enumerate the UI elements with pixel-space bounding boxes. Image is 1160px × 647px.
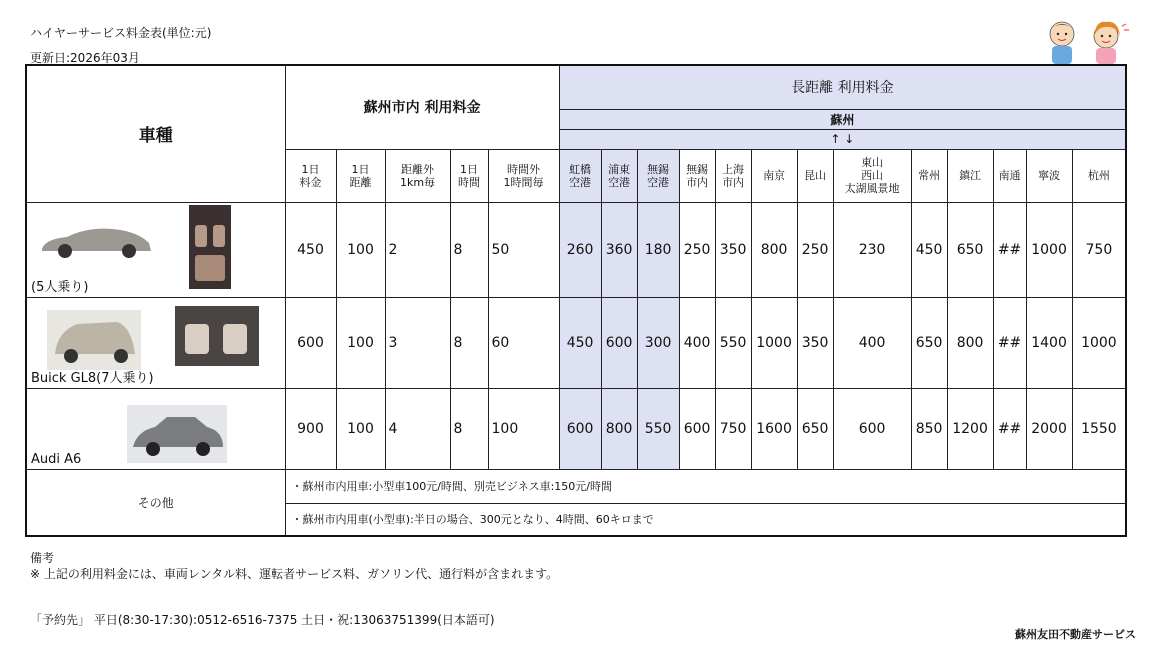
long-rate-cell: 600 [679,388,715,469]
city-rate-cell: 8 [450,388,488,469]
destination-column-header: 虹橋 空港 [559,149,601,202]
destination-column-header: 杭州 [1072,149,1126,202]
long-rate-cell: 300 [637,297,679,388]
destination-column-header: 無錫 市内 [679,149,715,202]
long-rate-cell: 1600 [751,388,797,469]
city-rate-cell: 450 [285,202,336,297]
long-rate-cell: 350 [715,202,751,297]
city-rate-cell: 60 [488,297,559,388]
direction-arrows: ↑ ↓ [559,129,1126,149]
long-rate-cell: 650 [947,202,993,297]
long-rate-cell: 650 [911,297,947,388]
city-rate-header: 蘇州市内 利用料金 [285,65,559,149]
city-rate-cell: 600 [285,297,336,388]
long-rate-cell: ## [993,202,1026,297]
long-rate-cell: 260 [559,202,601,297]
remarks-title: 備考 [30,551,55,565]
other-note-2: ・蘇州市内用車(小型車):半日の場合、300元となり、4時間、60キロまで [285,503,1126,536]
other-label: その他 [26,469,285,536]
long-rate-cell: 450 [559,297,601,388]
long-rate-cell: 800 [947,297,993,388]
long-rate-cell: 400 [833,297,911,388]
destination-column-header: 無錫 空港 [637,149,679,202]
city-rate-cell: 4 [385,388,450,469]
car-photo [175,306,259,366]
long-rate-cell: 1000 [1072,297,1126,388]
car-photo [37,221,157,261]
long-rate-cell: 550 [715,297,751,388]
table-row [26,388,1126,469]
destination-column-header: 東山 西山 太湖風景地 [833,149,911,202]
long-rate-cell: 750 [715,388,751,469]
city-column-header: 時間外 1時間毎 [488,149,559,202]
long-rate-cell: 600 [601,297,637,388]
long-rate-cell: 800 [601,388,637,469]
city-rate-cell: 8 [450,202,488,297]
city-column-header: 1日 時間 [450,149,488,202]
long-rate-cell: 600 [559,388,601,469]
city-rate-cell: 100 [488,388,559,469]
long-rate-cell: 450 [911,202,947,297]
long-rate-cell: 230 [833,202,911,297]
car-photo [47,310,141,370]
company-name: 蘇州友田不動産サービス [1015,628,1136,641]
city-rate-cell: 50 [488,202,559,297]
long-rate-cell: 550 [637,388,679,469]
long-rate-cell: 250 [679,202,715,297]
long-rate-cell: 1200 [947,388,993,469]
city-column-header: 1日 料金 [285,149,336,202]
long-rate-cell: 1000 [1026,202,1072,297]
destination-column-header: 浦東 空港 [601,149,637,202]
table-row [26,202,1126,297]
origin-label: 蘇州 [559,109,1126,129]
other-note-1: ・蘇州市内用車:小型車100元/時間、別売ビジネス車:150元/時間 [285,469,1126,503]
city-column-header: 1日 距離 [336,149,385,202]
city-rate-cell: 900 [285,388,336,469]
mascot-illustration [1040,18,1132,66]
contact-info: 「予約先」 平日(8:30-17:30):0512-6516-7375 土日・祝:13063751399(日本語可) [30,613,495,627]
city-rate-cell: 3 [385,297,450,388]
city-rate-cell: 100 [336,202,385,297]
page-title: ハイヤーサービス料金表(単位:元) [30,26,212,40]
destination-column-header: 常州 [911,149,947,202]
destination-column-header: 鎮江 [947,149,993,202]
destination-column-header: 南通 [993,149,1026,202]
remarks-text: ※ 上記の利用料金には、車両レンタル料、運転者サービス料、ガソリン代、通行料が含まれます。 [30,567,559,581]
long-rate-cell: 1000 [751,297,797,388]
rate-table [25,64,1127,537]
long-rate-cell: 800 [751,202,797,297]
car-cell [26,202,285,297]
car-label: Audi A6 [31,451,82,467]
long-rate-cell: 360 [601,202,637,297]
long-rate-cell: 180 [637,202,679,297]
destination-column-header: 昆山 [797,149,833,202]
long-rate-cell: ## [993,388,1026,469]
remarks [30,550,558,582]
long-rate-cell: 1550 [1072,388,1126,469]
long-rate-cell: 600 [833,388,911,469]
car-cell [26,297,285,388]
destination-column-header: 上海 市内 [715,149,751,202]
long-rate-cell: 2000 [1026,388,1072,469]
long-rate-cell: 650 [797,388,833,469]
car-photo [189,205,231,289]
destination-column-header: 寧波 [1026,149,1072,202]
car-type-header: 車種 [26,65,285,202]
city-rate-cell: 100 [336,297,385,388]
car-label: (5人乗り) [31,279,89,295]
city-rate-cell: 8 [450,297,488,388]
long-rate-cell: 400 [679,297,715,388]
car-label: Buick GL8(7人乗り) [31,370,154,386]
long-rate-cell: 350 [797,297,833,388]
city-rate-cell: 100 [336,388,385,469]
city-rate-cell: 2 [385,202,450,297]
table-row [26,297,1126,388]
city-column-header: 距離外 1km毎 [385,149,450,202]
long-rate-cell: 250 [797,202,833,297]
long-distance-header: 長距離 利用料金 [559,65,1126,109]
long-rate-cell: 850 [911,388,947,469]
car-photo [127,405,227,463]
long-rate-cell: 750 [1072,202,1126,297]
car-cell [26,388,285,469]
updated-date: 更新日:2026年03月 [30,51,140,65]
long-rate-cell: 1400 [1026,297,1072,388]
long-rate-cell: ## [993,297,1026,388]
destination-column-header: 南京 [751,149,797,202]
